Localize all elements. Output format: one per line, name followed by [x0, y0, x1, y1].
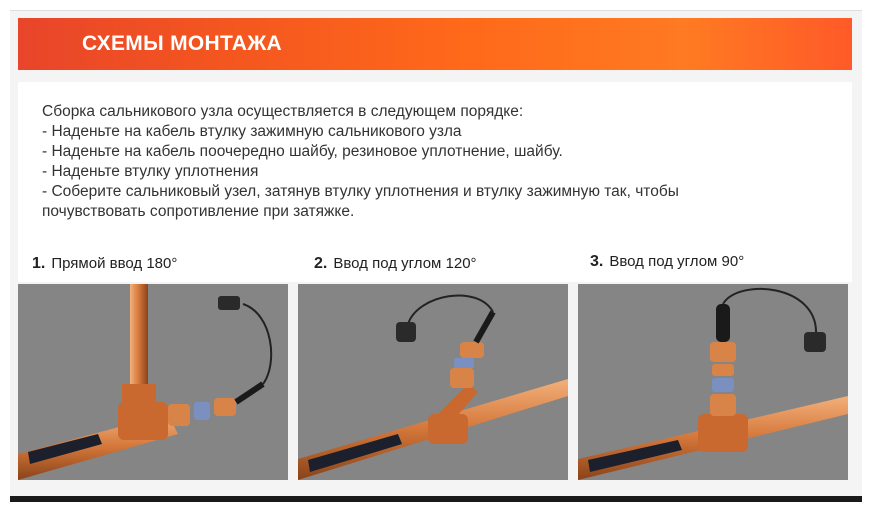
tee-fitting [118, 402, 168, 440]
scheme-image-2 [298, 284, 568, 480]
scheme-image-1 [18, 284, 288, 480]
bottom-divider [10, 496, 862, 502]
gland-washer [454, 358, 474, 368]
scheme-caption-2 [314, 255, 477, 273]
instruction-line: - Наденьте на кабель втулку зажимную сальникового узла [42, 123, 462, 140]
gland-washer [712, 378, 734, 392]
scheme-number: 3. [590, 253, 604, 270]
angle-entry-90-illustration [578, 284, 848, 480]
angle-entry-120-illustration [298, 284, 568, 480]
scheme-caption-1 [32, 255, 177, 273]
power-cord [723, 289, 816, 334]
tee-fitting [698, 414, 748, 452]
gland-sleeve [710, 342, 736, 362]
gland-sleeve [214, 398, 236, 416]
power-cord [243, 304, 271, 384]
instruction-line: почувствовать сопротивление при затяжке. [42, 203, 355, 220]
page-title: СХЕМЫ МОНТАЖА [82, 32, 282, 55]
plug-icon [218, 296, 240, 310]
scheme-number: 2. [314, 255, 328, 272]
tee-fitting [428, 414, 468, 444]
gland-nut [710, 394, 736, 416]
plug-icon [396, 322, 416, 342]
instruction-line: - Наденьте втулку уплотнения [42, 163, 259, 180]
power-cord [408, 295, 493, 324]
cable-end [236, 384, 263, 402]
scheme-caption-3 [590, 253, 744, 271]
tee-fitting [122, 384, 156, 402]
scheme-title: Прямой ввод 180° [51, 255, 178, 272]
straight-entry-180-illustration [18, 284, 288, 480]
gland-nut [450, 368, 474, 388]
instruction-line: - Соберите сальниковый узел, затянув втулку уплотнения и втулку зажимную так, чтобы [42, 183, 679, 200]
scheme-title: Ввод под углом 90° [609, 253, 745, 270]
scheme-title: Ввод под углом 120° [333, 255, 477, 272]
instruction-line: Сборка сальникового узла осуществляется в следующем порядке: [42, 103, 524, 120]
plug-icon [804, 332, 826, 352]
instructions-text [42, 102, 832, 222]
gland-sleeve [460, 342, 484, 358]
cable-end [716, 304, 730, 342]
scheme-image-3 [578, 284, 848, 480]
gland-washer [194, 402, 210, 420]
gland-washer [712, 364, 734, 376]
gland-nut [168, 404, 190, 426]
instruction-line: - Наденьте на кабель поочередно шайбу, резиновое уплотнение, шайбу. [42, 143, 563, 160]
instructions-panel [18, 82, 852, 282]
header-banner [18, 18, 852, 70]
cable-end [476, 312, 493, 342]
scheme-number: 1. [32, 255, 46, 272]
